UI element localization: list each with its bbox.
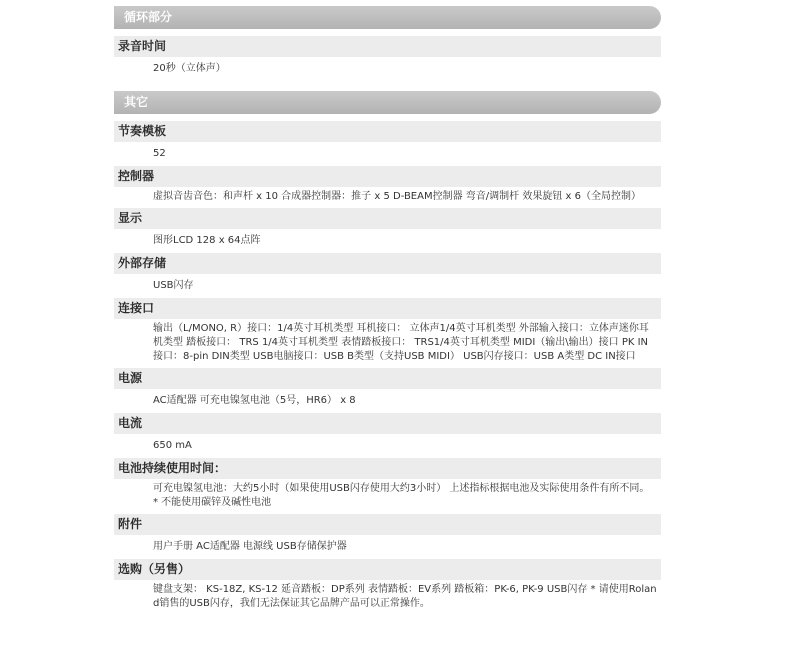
- spec-value-controllers: 虚拟音齿音色：和声杆 x 10 合成器控制器：推子 x 5 D-BEAM控制器 弯音/调制杆 效果旋钮 x 6（全局控制）: [153, 191, 641, 202]
- spec-container: [114, 6, 661, 615]
- spec-label-display: 显示: [114, 208, 661, 229]
- spec-value-current-draw: 650 mA: [153, 440, 192, 451]
- spec-value-accessories: 用户手册 AC适配器 电源线 USB存储保护器: [153, 541, 347, 552]
- section-header-loop: 循环部分: [114, 6, 661, 29]
- spec-label-rhythm-patterns: 节奏模板: [114, 121, 661, 142]
- spec-label-external-storage: 外部存储: [114, 253, 661, 274]
- spec-value-recording-time: 20秒（立体声）: [153, 63, 226, 74]
- spec-label-connectors: 连接口: [114, 298, 661, 319]
- spec-label-power-supply: 电源: [114, 368, 661, 389]
- spec-value-rhythm-patterns: 52: [153, 148, 166, 159]
- spec-value-battery-life: 可充电镍氢电池：大约5小时（如果使用USB闪存使用大约3小时） 上述指标根据电池及实际使用条件有所不同。 * 不能使用碳锌及碱性电池: [153, 483, 650, 508]
- spec-label-accessories: 附件: [114, 514, 661, 535]
- spec-label-options: 选购（另售）: [114, 559, 661, 580]
- spec-label-current-draw: 电流: [114, 413, 661, 434]
- spec-value-external-storage: USB闪存: [153, 280, 194, 291]
- spec-value-connectors: 输出（L/MONO, R）接口：1/4英寸耳机类型 耳机接口： 立体声1/4英寸耳机类型 外部输入接口：立体声迷你耳机类型 踏板接口： TRS 1/4英寸耳机类型 表情踏板接口： TRS1/4英寸耳机类型 MIDI（输出\输出）接口 PK IN接口：8-pin DIN类型 USB电脑接口：USB B类型（支持USB MIDI） USB闪存接口：USB A类型 DC IN接口: [153, 323, 649, 362]
- spec-label-recording-time: 录音时间: [114, 36, 661, 57]
- spec-label-controllers: 控制器: [114, 166, 661, 187]
- spec-value-power-supply: AC适配器 可充电镍氢电池（5号，HR6） x 8: [153, 395, 356, 406]
- spec-label-battery-life: 电池持续使用时间：: [114, 458, 661, 479]
- spec-value-options: 键盘支架： KS-18Z, KS-12 延音踏板：DP系列 表情踏板：EV系列 踏板箱：PK-6, PK-9 USB闪存 * 请使用Roland销售的USB闪存，我们无法保证其它品牌产品可以正常操作。: [153, 584, 657, 609]
- spec-value-display: 图形LCD 128 x 64点阵: [153, 235, 261, 246]
- section-header-other: 其它: [114, 91, 661, 114]
